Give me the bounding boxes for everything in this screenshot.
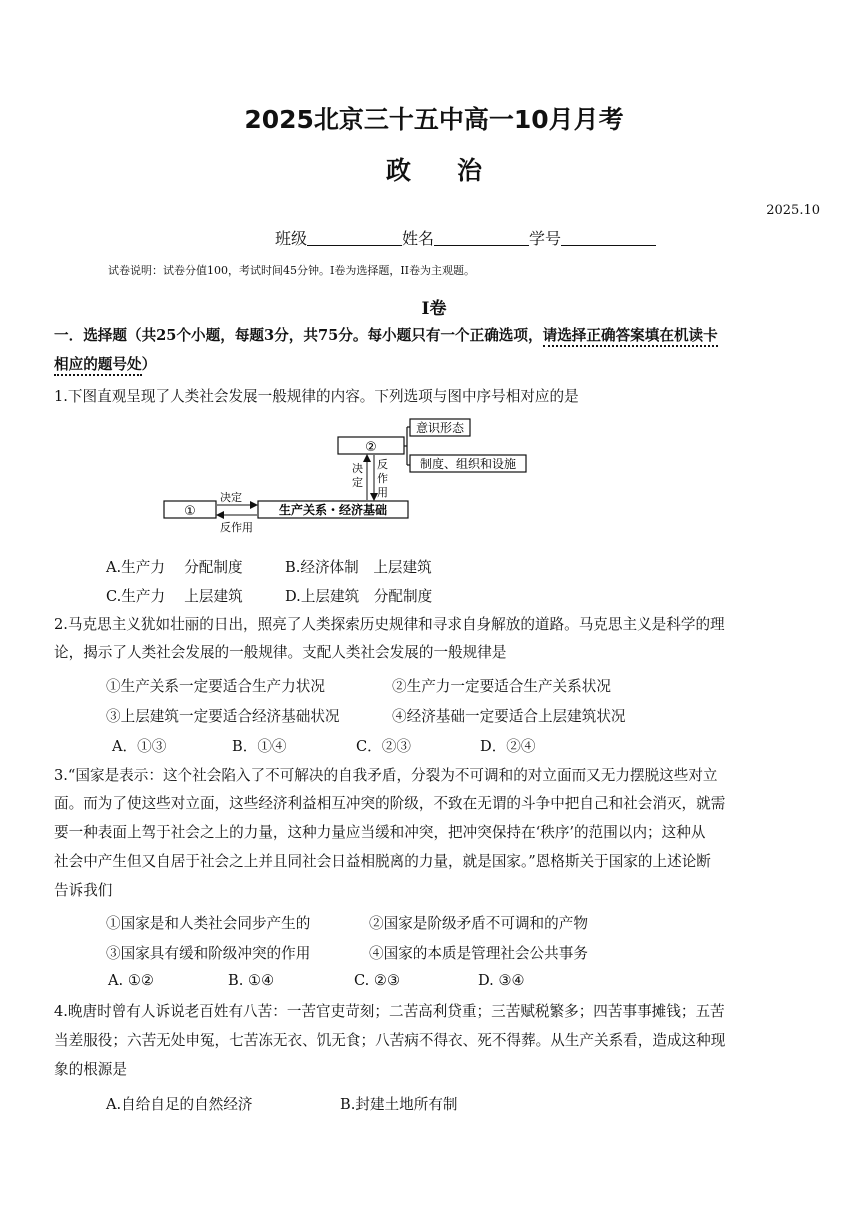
q2-statement-4: ④经济基础一定要适合上层建筑状况 — [392, 708, 626, 725]
diagram-box-base-label: 生产关系・经济基础 — [278, 503, 388, 517]
question-3-line-3: 要一种表面上驾于社会之上的力量，这种力量应当缓和冲突，把冲突保持在‘秩序’的范围以内；这种从 — [54, 824, 706, 841]
q2-option-a: A．①③ — [112, 738, 167, 755]
exam-note: 试卷说明：试卷分值100，考试时间45分钟。I卷为选择题，II卷为主观题。 — [108, 264, 476, 277]
question-2-line-1: 2.马克思主义犹如壮丽的日出，照亮了人类探索历史规律和寻求自身解放的道路。马克思主义是科学的理 — [54, 616, 725, 633]
question-3-line-2: 面。而为了使这些对立面，这些经济利益相互冲突的阶级，不致在无谓的斗争中把自己和社会消灭，就需 — [54, 795, 726, 812]
q3-statement-4: ④国家的本质是管理社会公共事务 — [369, 945, 588, 962]
question-3-line-4: 社会中产生但又自居于社会之上并且同社会日益相脱离的力量，就是国家。”恩格斯关于国家的上述论断 — [54, 853, 711, 870]
arrow-react-vertical-char-2: 作 — [377, 472, 388, 485]
q3-statement-3: ③国家具有缓和阶级冲突的作用 — [106, 945, 311, 962]
q3-option-c: C. ②③ — [354, 972, 401, 989]
name-blank — [434, 231, 529, 246]
q1-option-c: C.生产力 上层建筑 — [106, 588, 243, 605]
arrow-react-vertical-char-3: 用 — [377, 486, 388, 499]
section-heading-line-2: 相应的题号处） — [54, 356, 156, 374]
q2-option-c: C．②③ — [356, 738, 411, 755]
q4-option-a: A.自给自足的自然经济 — [106, 1096, 253, 1113]
question-4-line-3: 象的根源是 — [54, 1061, 127, 1078]
arrow-react-horizontal-label: 反作用 — [220, 521, 253, 534]
q3-statement-2: ②国家是阶级矛盾不可调和的产物 — [369, 915, 588, 932]
section-heading-line-1: 一．选择题（共25个小题，每题3分，共75分。每小题只有一个正确选项，请选择正确答案填在机读卡 — [54, 327, 718, 345]
id-blank — [561, 231, 656, 246]
diagram-box-ideology-label: 意识形态 — [415, 421, 465, 435]
question-4-line-1: 4.晚唐时曾有人诉说老百姓有八苦：一苦官吏苛刻；二苦高利贷重；三苦赋税繁多；四苦事事摊钱；五苦 — [54, 1003, 725, 1020]
diagram-box-2-label: ② — [365, 440, 377, 455]
question-3-line-5: 告诉我们 — [54, 882, 113, 899]
diagram-svg — [160, 410, 540, 535]
id-label: 学号 — [529, 229, 562, 248]
class-label: 班级 — [275, 229, 308, 248]
diagram-box-institutions-label: 制度、组织和设施 — [419, 457, 517, 471]
exam-date: 2025.10 — [766, 203, 820, 218]
arrow-decide-horizontal-label: 决定 — [220, 491, 242, 504]
q1-option-b: B.经济体制 上层建筑 — [285, 559, 432, 576]
q4-option-b: B.封建土地所有制 — [340, 1096, 458, 1113]
q1-option-a: A.生产力 分配制度 — [106, 559, 243, 576]
exam-title: 2025北京三十五中高一10月月考 — [244, 105, 624, 134]
volume-title: I卷 — [421, 299, 447, 319]
arrow-react-vertical-char-1: 反 — [377, 458, 388, 471]
name-label: 姓名 — [402, 229, 435, 248]
q2-statement-3: ③上层建筑一定要适合经济基础状况 — [106, 708, 340, 725]
student-info-row — [275, 226, 656, 249]
society-structure-diagram — [160, 410, 540, 535]
question-3-line-1: 3.“国家是表示：这个社会陷入了不可解决的自我矛盾，分裂为不可调和的对立面而又无力摆脱这些对立 — [54, 767, 718, 784]
q1-option-d: D.上层建筑 分配制度 — [285, 588, 433, 605]
q2-option-d: D．②④ — [480, 738, 536, 755]
q2-statement-2: ②生产力一定要适合生产关系状况 — [392, 678, 611, 695]
q3-option-b: B. ①④ — [228, 972, 275, 989]
q3-statement-1: ①国家是和人类社会同步产生的 — [106, 915, 311, 932]
q3-option-a: A. ①② — [108, 972, 154, 989]
q2-option-b: B．①④ — [232, 738, 287, 755]
diagram-box-1-label: ① — [184, 504, 196, 519]
class-blank — [307, 231, 402, 246]
subject-title: 政治 — [385, 156, 528, 185]
q3-option-d: D. ③④ — [478, 972, 525, 989]
question-4-line-2: 当差服役；六苦无处申冤，七苦冻无衣、饥无食；八苦病不得衣、死不得葬。从生产关系看，造成这种现 — [54, 1032, 726, 1049]
question-1-stem: 1.下图直观呈现了人类社会发展一般规律的内容。下列选项与图中序号相对应的是 — [54, 388, 579, 405]
arrow-decide-vertical-char-2: 定 — [352, 476, 363, 489]
q2-statement-1: ①生产关系一定要适合生产力状况 — [106, 678, 325, 695]
arrow-decide-vertical-char-1: 决 — [352, 462, 363, 475]
question-2-line-2: 论，揭示了人类社会发展的一般规律。支配人类社会发展的一般规律是 — [54, 644, 507, 661]
